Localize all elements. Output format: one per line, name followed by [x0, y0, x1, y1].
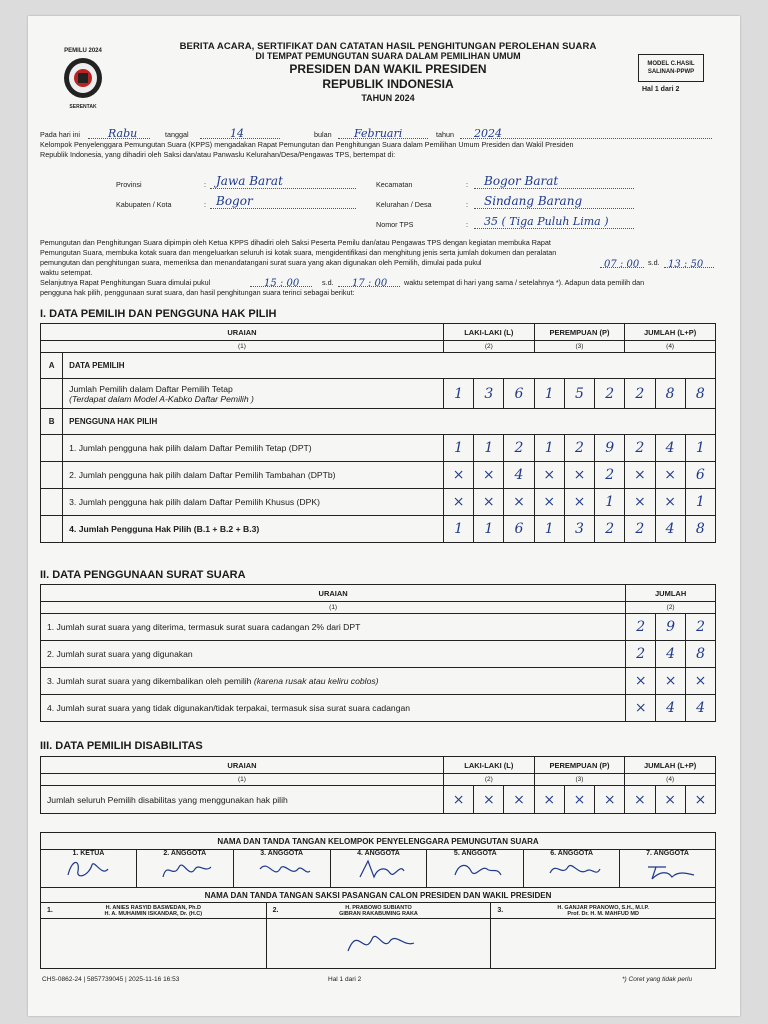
s2-col-jumlah: JUMLAH [626, 585, 716, 602]
digit-cell: 2 [686, 614, 716, 641]
tps-colon: : [466, 220, 468, 229]
digit-cell: × [443, 462, 473, 489]
s2-row-1-label: 1. Jumlah surat suara yang diterima, termasuk surat suara cadangan 2% dari DPT [41, 614, 626, 641]
digit-cell: × [474, 489, 504, 516]
s2-num-2: (2) [626, 602, 716, 614]
table-row [41, 516, 716, 543]
digit-cell: 2 [595, 379, 625, 409]
s1-col-uraian: URAIAN [41, 324, 444, 341]
hari-value: Rabu [108, 127, 138, 140]
s2-row-3-italic: (karena rusak atau keliru coblos) [253, 676, 379, 686]
s1-num-1: (1) [41, 341, 444, 353]
signature-anggota-5 [445, 857, 505, 881]
s1-num-3: (3) [534, 341, 625, 353]
section-a-letter: A [41, 353, 63, 379]
time-start-field [600, 254, 644, 268]
body-line-5: Selanjutnya Rapat Penghitungan Suara dimulai pukul [40, 278, 211, 287]
section-1-title: I. DATA PEMILIH DAN PENGGUNA HAK PILIH [40, 308, 277, 320]
s2-row-3-main: 3. Jumlah surat suara yang dikembalikan oleh pemilih [47, 676, 252, 686]
digit-cell: 2 [625, 379, 655, 409]
kelurahan-colon: : [466, 200, 468, 209]
role-label: 1. KETUA [72, 850, 105, 857]
body-line-3: pemungutan dan penghitungan suara, memeriksa dan menandatangani surat suara yang akan digunakan oleh Pemilih, dimulai pada pukul [40, 258, 482, 267]
saksi-no: 2. [272, 907, 279, 914]
footer-code: CHS-0862-24 | 5857739045 | 2025-11-16 16:53 [42, 976, 180, 983]
digit-cell: 5 [564, 379, 594, 409]
kpu-logo [52, 42, 114, 112]
title-line-2: DI TEMPAT PEMUNGUTAN SUARA DALAM PEMILIHAN UMUM [255, 51, 521, 61]
body-line-7: pengguna hak pilih, penggunaan surat suara, dan hasil penghitungan suara terinci sebagai berikut: [40, 288, 355, 297]
digit-cell: 8 [685, 516, 715, 543]
kpps-slot [524, 850, 620, 888]
digit-cell: 1 [443, 516, 473, 543]
footer-page: Hal 1 dari 2 [328, 976, 362, 983]
digit-cell: 8 [686, 641, 716, 668]
digit-cell: 8 [655, 379, 685, 409]
digit-cell: × [443, 786, 473, 814]
saksi-name-1a: H. ANIES RASYID BASWEDAN, Ph.D [105, 904, 202, 911]
s2-col-uraian: URAIAN [41, 585, 626, 602]
kabupaten-label: Kabupaten / Kota [116, 200, 172, 209]
saksi-name-2b: GIBRAN RAKABUMING RAKA [339, 910, 418, 917]
digit-cell: 4 [656, 641, 686, 668]
digit-cell: 9 [595, 435, 625, 462]
digit-cell: 2 [504, 435, 534, 462]
saksi-header-3 [491, 903, 716, 919]
s1-col-perempuan: PEREMPUAN (P) [534, 324, 625, 341]
pada-hari-ini-label: Pada hari ini [40, 130, 80, 139]
signature-ketua [58, 857, 118, 881]
digit-cell: 9 [656, 614, 686, 641]
s2-row-4-label: 4. Jumlah surat suara yang tidak digunakan/tidak terpakai, termasuk sisa surat suara cadangan [41, 695, 626, 722]
tps-label: Nomor TPS [376, 220, 414, 229]
signature-anggota-7 [638, 857, 698, 881]
table-row [41, 786, 716, 814]
saksi-sign-3 [491, 919, 716, 969]
digit-cell: × [656, 668, 686, 695]
digit-cell: × [655, 786, 685, 814]
title-line-1: BERITA ACARA, SERTIFIKAT DAN CATATAN HASIL PENGHITUNGAN PEROLEHAN SUARA [179, 41, 597, 52]
saksi-sign-1 [41, 919, 267, 969]
model-line-2: SALINAN-PPWP [647, 69, 695, 75]
kpps-slot [330, 850, 427, 888]
body-line-2: Pemungutan Suara, membuka kotak suara dan mengeluarkan seluruh isi kotak suara, mengidentifikasi dan menghitung jenis serta jumlah dokumen dan peralatan [40, 248, 557, 257]
saksi-header-2 [266, 903, 491, 919]
digit-cell: × [504, 489, 534, 516]
document-page [28, 16, 740, 1016]
s2-row-3-label [41, 668, 626, 695]
s3-col-perempuan: PEREMPUAN (P) [534, 757, 625, 774]
digit-cell: 1 [474, 435, 504, 462]
digit-cell: 2 [564, 435, 594, 462]
dpt-row-main: Jumlah Pemilih dalam Daftar Pemilih Tetap [69, 383, 233, 394]
digit-cell: 1 [534, 516, 564, 543]
digit-cell: 1 [685, 435, 715, 462]
digit-cell: 3 [474, 379, 504, 409]
table-data-pemilih [40, 323, 716, 543]
kecamatan-field [474, 172, 634, 189]
bulan-value: Februari [354, 127, 403, 140]
body-line-4: waktu setempat. [40, 268, 93, 277]
kecamatan-label: Kecamatan [376, 180, 413, 189]
digit-cell: 1 [685, 489, 715, 516]
tps-value: 35 ( Tiga Puluh Lima ) [484, 215, 609, 228]
tanggal-label: tanggal [165, 130, 189, 139]
role-label: 4. ANGGOTA [357, 850, 400, 857]
digit-cell: 1 [595, 489, 625, 516]
s3-col-laki: LAKI-LAKI (L) [443, 757, 534, 774]
kpps-slot [41, 850, 137, 888]
digit-cell: × [625, 786, 655, 814]
digit-cell: × [626, 668, 656, 695]
signature-anggota-3 [252, 857, 312, 881]
s3-num-4: (4) [625, 774, 716, 786]
role-label: 7. ANGGOTA [646, 850, 689, 857]
s1-col-laki: LAKI-LAKI (L) [443, 324, 534, 341]
logo-top-text: PEMILU 2024 [64, 48, 102, 54]
digit-cell: 2 [595, 462, 625, 489]
hari-field [88, 124, 150, 139]
sd-label-1: s.d. [648, 258, 660, 267]
digit-cell: 1 [443, 435, 473, 462]
digit-cell: × [534, 489, 564, 516]
signature-anggota-4 [348, 857, 408, 881]
tanggal-value: 14 [230, 127, 244, 140]
bulan-label: bulan [314, 130, 332, 139]
dpt-row-sub: (Terdapat dalam Model A-Kabko Daftar Pemilih ) [69, 393, 254, 404]
kabupaten-colon: : [204, 200, 206, 209]
digit-cell: 4 [655, 435, 685, 462]
tanggal-field [200, 124, 280, 139]
digit-cell: × [655, 462, 685, 489]
digit-cell: × [564, 489, 594, 516]
role-label: 6. ANGGOTA [550, 850, 594, 857]
kpps-slot [427, 850, 524, 888]
section-2-title: II. DATA PENGGUNAAN SURAT SUARA [40, 569, 246, 581]
tahun-value: 2024 [474, 127, 502, 140]
digit-cell: 6 [685, 462, 715, 489]
kelurahan-label: Kelurahan / Desa [376, 200, 432, 209]
digit-cell: × [443, 489, 473, 516]
digit-cell: 8 [685, 379, 715, 409]
signature-table [40, 832, 716, 903]
section-a-title: DATA PEMILIH [63, 353, 716, 379]
digit-cell: × [534, 462, 564, 489]
saksi-no: 3. [497, 907, 504, 914]
time2-start-value: 15 : 00 [264, 278, 300, 289]
digit-cell: 2 [595, 516, 625, 543]
time2-end-field [338, 273, 400, 287]
table-row [41, 379, 716, 409]
b2-label: 2. Jumlah pengguna hak pilih dalam Daftar Pemilih Tambahan (DPTb) [63, 462, 444, 489]
bulan-field [338, 124, 428, 139]
time-start-value: 07 : 00 [604, 259, 640, 270]
kelurahan-field [474, 192, 634, 209]
digit-cell: 4 [686, 695, 716, 722]
role-label: 3. ANGGOTA [260, 850, 304, 857]
digit-cell: 1 [474, 516, 504, 543]
logo-bottom-text: SERENTAK [69, 104, 97, 110]
tps-field [474, 212, 634, 229]
s1-col-jumlah: JUMLAH (L+P) [625, 324, 716, 341]
b1-label: 1. Jumlah pengguna hak pilih dalam Daftar Pemilih Tetap (DPT) [63, 435, 444, 462]
kecamatan-value: Bogor Barat [484, 174, 559, 188]
sd-label-2: s.d. [322, 278, 334, 287]
digit-cell: 2 [626, 641, 656, 668]
table-row [41, 462, 716, 489]
saksi-table [40, 902, 716, 969]
saksi-header-1 [41, 903, 267, 919]
model-box [638, 54, 704, 82]
digit-cell: 2 [625, 435, 655, 462]
digit-cell: × [504, 786, 534, 814]
signature-anggota-6 [542, 857, 602, 881]
kpps-slot [233, 850, 330, 888]
table-row [41, 489, 716, 516]
digit-cell: 1 [534, 379, 564, 409]
section-b-title: PENGGUNA HAK PILIH [63, 409, 716, 435]
s3-num-2: (2) [443, 774, 534, 786]
time-end-value: 13 : 50 [668, 259, 704, 270]
digit-cell: 1 [534, 435, 564, 462]
model-line-1: MODEL C.HASIL [647, 61, 695, 67]
body-line-1: Pemungutan dan Penghitungan Suara dipimpin oleh Ketua KPPS dihadiri oleh Saksi Peserta Pemilu dan/atau Pengawas TPS dengan kegiatan membuka Rapat [40, 238, 551, 247]
s3-col-uraian: URAIAN [41, 757, 444, 774]
kpps-title: NAMA DAN TANDA TANGAN KELOMPOK PENYELENGGARA PEMUNGUTAN SUARA [41, 833, 716, 850]
title-line-5: TAHUN 2024 [361, 93, 415, 103]
digit-cell: × [595, 786, 625, 814]
digit-cell: × [534, 786, 564, 814]
table-row [41, 641, 716, 668]
role-label: 2. ANGGOTA [163, 850, 207, 857]
digit-cell: 6 [504, 379, 534, 409]
saksi-name-3a: H. GANJAR PRANOWO, S.H., M.I.P. [557, 904, 649, 911]
digit-cell: × [625, 462, 655, 489]
time2-start-field [250, 273, 312, 287]
tahun-field [460, 124, 712, 139]
kecamatan-colon: : [466, 180, 468, 189]
table-row [41, 614, 716, 641]
intro-paragraph-1: Kelompok Penyelenggara Pemungutan Suara (KPPS) mengadakan Rapat Pemungutan dan Penghitungan Suara dalam Pemilihan Umum Presiden dan Wakil Presiden [40, 140, 574, 149]
signature-anggota-2 [155, 857, 215, 881]
role-label: 5. ANGGOTA [453, 850, 497, 857]
s2-num-1: (1) [41, 602, 626, 614]
title-line-3: PRESIDEN DAN WAKIL PRESIDEN [289, 62, 487, 76]
kabupaten-field [210, 192, 356, 209]
time-end-field [664, 254, 714, 268]
body-line-6: waktu setempat di hari yang sama / setelahnya *). Adapun data pemilih dan [404, 278, 645, 287]
digit-cell: 2 [625, 516, 655, 543]
digit-cell: 4 [655, 516, 685, 543]
digit-cell: × [474, 786, 504, 814]
digit-cell: × [655, 489, 685, 516]
b3-label: 3. Jumlah pengguna hak pilih dalam Daftar Pemilih Khusus (DPK) [63, 489, 444, 516]
page-indicator: Hal 1 dari 2 [642, 86, 680, 93]
signature-saksi-2 [328, 921, 428, 961]
provinsi-label: Provinsi [116, 180, 142, 189]
saksi-title: NAMA DAN TANDA TANGAN SAKSI PASANGAN CALON PRESIDEN DAN WAKIL PRESIDEN [41, 888, 716, 903]
kabupaten-value: Bogor [216, 194, 253, 208]
digit-cell: × [474, 462, 504, 489]
saksi-name-1b: H. A. MUHAIMIN ISKANDAR, Dr. (H.C) [104, 910, 203, 917]
section-b-letter: B [41, 409, 63, 435]
digit-cell: 4 [656, 695, 686, 722]
footer-note: *) Coret yang tidak perlu [622, 976, 693, 983]
saksi-name-3b: Prof. Dr. H. M. MAHFUD MD [567, 910, 639, 917]
s2-row-2-label: 2. Jumlah surat suara yang digunakan [41, 641, 626, 668]
table-disabilitas [40, 756, 716, 814]
provinsi-colon: : [204, 180, 206, 189]
time2-end-value: 17 : 00 [352, 278, 388, 289]
title-line-4: REPUBLIK INDONESIA [322, 77, 454, 91]
digit-cell: 6 [504, 516, 534, 543]
s3-col-jumlah: JUMLAH (L+P) [625, 757, 716, 774]
s3-num-1: (1) [41, 774, 444, 786]
digit-cell: × [564, 786, 594, 814]
table-row [41, 668, 716, 695]
saksi-name-2a: H. PRABOWO SUBIANTO [345, 904, 412, 911]
digit-cell: 3 [564, 516, 594, 543]
s3-num-3: (3) [534, 774, 625, 786]
provinsi-field [210, 172, 356, 189]
table-surat-suara [40, 584, 716, 722]
kelurahan-value: Sindang Barang [484, 194, 583, 208]
kpps-slot [136, 850, 233, 888]
digit-cell: × [626, 695, 656, 722]
table-row [41, 695, 716, 722]
kpps-slot [620, 850, 716, 888]
b4-label: 4. Jumlah Pengguna Hak Pilih (B.1 + B.2 + B.3) [63, 516, 444, 543]
saksi-sign-2 [266, 919, 491, 969]
dpt-row-label [63, 379, 444, 409]
saksi-no: 1. [47, 907, 53, 914]
digit-cell: × [564, 462, 594, 489]
table-row [41, 435, 716, 462]
intro-paragraph-2: Republik Indonesia, yang dihadiri oleh Saksi dan/atau Panwaslu Kelurahan/Desa/Pengawas TPS, bertempat di: [40, 150, 396, 159]
section-3-title: III. DATA PEMILIH DISABILITAS [40, 740, 203, 752]
s3-row-label: Jumlah seluruh Pemilih disabilitas yang menggunakan hak pilih [41, 786, 444, 814]
s1-num-2: (2) [443, 341, 534, 353]
digit-cell: 4 [504, 462, 534, 489]
digit-cell: 2 [626, 614, 656, 641]
tahun-label: tahun [436, 130, 454, 139]
digit-cell: × [686, 668, 716, 695]
provinsi-value: Jawa Barat [216, 174, 283, 188]
digit-cell: × [625, 489, 655, 516]
s1-num-4: (4) [625, 341, 716, 353]
digit-cell: 1 [443, 379, 473, 409]
digit-cell: × [685, 786, 715, 814]
